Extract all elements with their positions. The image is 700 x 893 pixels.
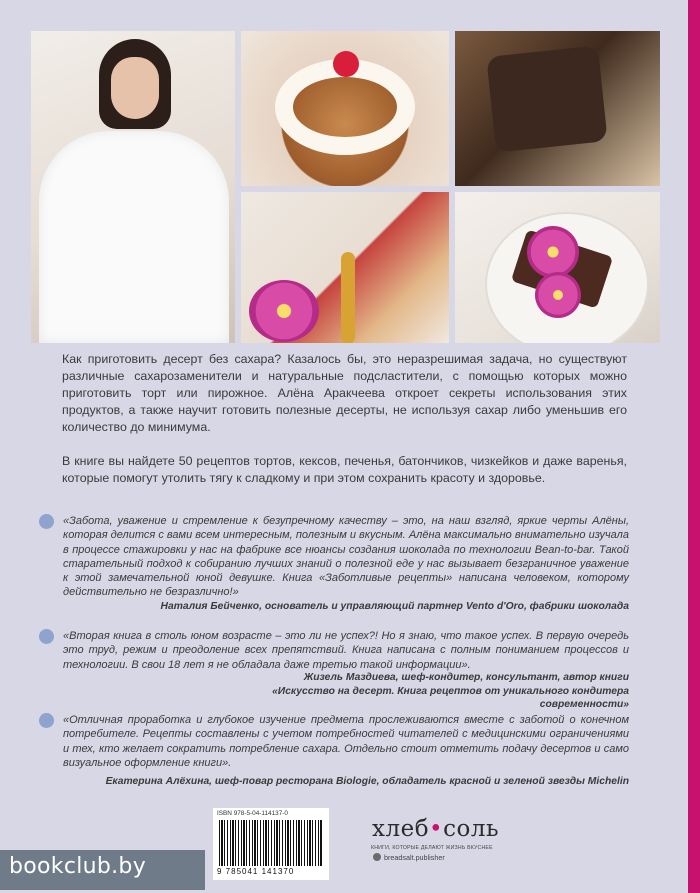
publisher-logo xyxy=(372,816,499,842)
review-bullet-icon xyxy=(39,629,54,644)
berry-tart-slices-photo xyxy=(241,192,449,343)
review-bullet-icon xyxy=(39,713,54,728)
review-quote: «Отличная проработка и глубокое изучение предмета прослеживаются вместе с заботой о конечном потребителе. Рецепты составлены с учетом потребностей читателей с медицинскими ограничениями и тех, кто желает сократить потребление сахара. Отдельно стоит отметить подачу десертов и само визуальное оформление книги». xyxy=(63,714,629,769)
book-spine-edge xyxy=(688,0,700,893)
cream-ring-cake-photo xyxy=(241,31,449,186)
publisher-logo-dot: • xyxy=(429,816,444,842)
publisher-tagline: КНИГИ, КОТОРЫЕ ДЕЛАЮТ ЖИЗНЬ ВКУСНЕЕ xyxy=(371,845,493,851)
chocolate-bars-photo xyxy=(455,31,660,186)
review-quote: «Вторая книга в столь юном возрасте – это ли не успех?! Но я знаю, что такое успех. В первую очередь это труд, режим и преодоление всех препятствий. Книга написана с полным пониманием процессов и технологии. В свои 18 лет я не обладала даже третью такой информации». xyxy=(63,630,629,671)
barcode-icon xyxy=(219,820,323,866)
publisher-site: breadsalt.publisher xyxy=(384,853,445,862)
book-description: Как приготовить десерт без сахара? Казалось бы, это неразрешимая задача, но существуют различные сахарозаменители и натуральные подсластители, с помощью которых можно приготовить торт или пирожное. Алёна Аракчеева откроет секреты использования этих продуктов, а также научит готовить полезные десерты, не используя сахар либо уменьшив его количество до минимума. xyxy=(62,352,627,434)
review-author: Жизель Маздиева, шеф-кондитер, консультант, автор книги «Искусство на десерт. Книга рецептов от уникального кондитера современности» xyxy=(272,672,629,710)
review-author: Наталия Бейченко, основатель и управляющий партнер Vento d'Oro, фабрики шоколада xyxy=(160,601,629,612)
instagram-icon xyxy=(373,853,381,861)
review-bullet-icon xyxy=(39,514,54,529)
barcode-digits: 9 785041 141370 xyxy=(217,867,295,876)
watermark-text: bookclub.by xyxy=(9,854,147,879)
book-contents-summary: В книге вы найдете 50 рецептов тортов, кексов, печенья, батончиков, чизкейков и даже варенья, которые помогут утолить тягу к сладкому и при этом сохранить красоту и здоровье. xyxy=(62,454,627,485)
publisher-logo-left: хлеб xyxy=(372,816,430,842)
review-author: Екатерина Алёхина, шеф-повар ресторана Biologie, обладатель красной и зеленой звезды Michelin xyxy=(105,776,629,787)
chocolate-cake-slice-photo xyxy=(455,192,660,343)
publisher-logo-right: соль xyxy=(443,816,499,842)
isbn-barcode-block xyxy=(213,808,329,880)
review-quote: «Забота, уважение и стремление к безупречному качеству – это, на наш взгляд, яркие черты Алёны, которая делится с вами всем интересным, полезным и вкусным. Алёна максимально внимательно изучала в процессе стажировки у нас на фабрике все нюансы создания шоколада по технологии Bean-to-bar. Такой старательный подход к собиранию лучших знаний о полезной еде у нас вызывает безграничное уважение к этой замечательной юной девушке. Книга «Заботливые рецепты» написана человеком, которому действительно не безразлично!» xyxy=(63,515,629,599)
isbn-label: ISBN 978-5-04-114137-0 xyxy=(217,810,288,817)
author-portrait-photo xyxy=(31,31,235,343)
